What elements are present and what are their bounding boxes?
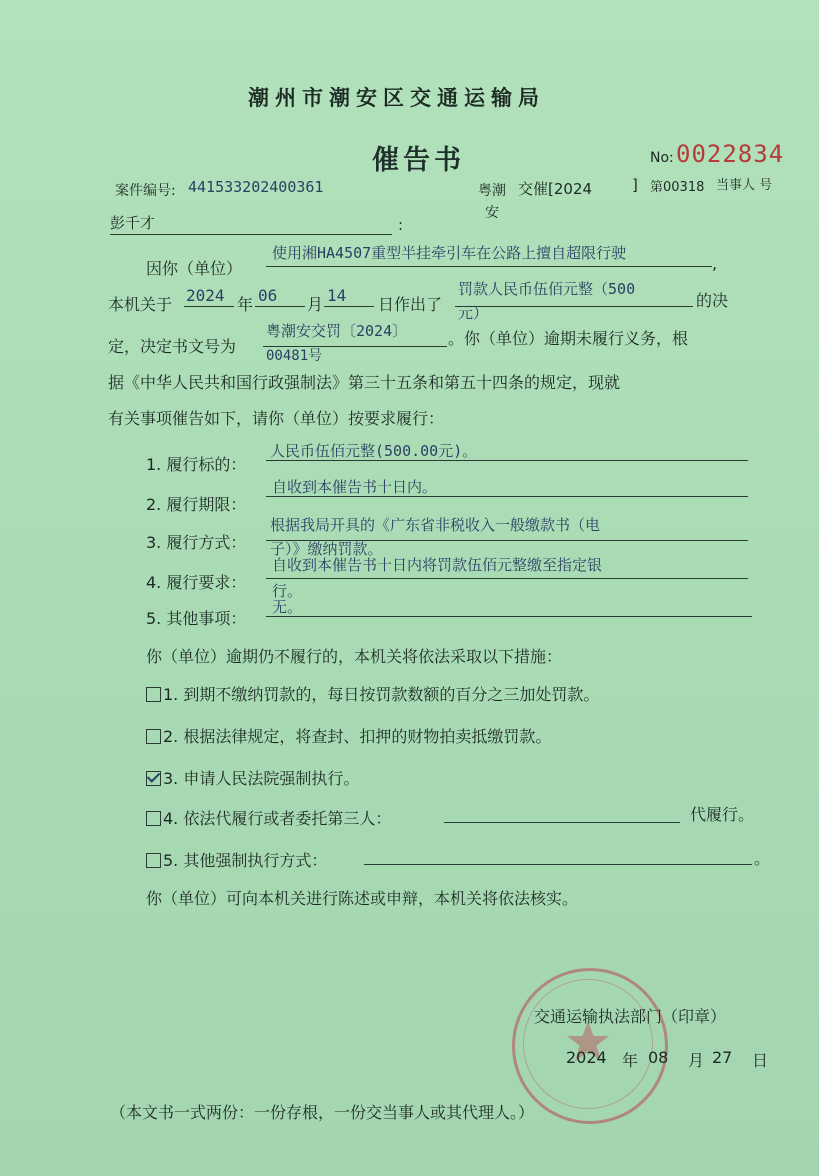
- penalty-line1: 罚款人民币伍佰元整（500: [458, 280, 636, 298]
- issue-year-char: 年: [622, 1051, 639, 1070]
- issue-day: 27: [712, 1048, 733, 1067]
- legal-basis: 据《中华人民共和国行政强制法》第三十五条和第五十四条的规定，现就: [108, 373, 621, 392]
- penalty-line2: 元）: [458, 304, 489, 322]
- measure-3-text: 3. 申请人民法院强制执行。: [163, 769, 360, 788]
- measure-3-checkbox-checked[interactable]: [146, 771, 161, 786]
- doc-ref-type: 交催[2024: [518, 180, 593, 198]
- decision-continued: 的决: [696, 291, 729, 310]
- year-char: 年: [237, 295, 254, 314]
- measure-4-checkbox[interactable]: [146, 811, 161, 826]
- item-4-value-cont: 行。: [272, 582, 303, 600]
- issue-day-char: 日: [752, 1051, 769, 1070]
- decision-ref-line1: 粤潮安交罚〔2024〕: [266, 322, 408, 340]
- month-char: 月: [307, 295, 324, 314]
- measure-4-tail: 代履行。: [690, 805, 755, 824]
- decision-ref-underline: [263, 346, 447, 347]
- measure-4: [146, 806, 391, 829]
- decision-year-underline: [184, 306, 234, 307]
- serial-number: 0022834: [676, 140, 785, 168]
- measure-4-text: 4. 依法代履行或者委托第三人：: [163, 809, 392, 828]
- decision-ref-intro: 定，决定书文号为: [108, 337, 237, 356]
- item-5-underline: [266, 616, 752, 617]
- recipient-name: 彭千才: [110, 214, 156, 232]
- issue-month: 08: [648, 1048, 669, 1067]
- decision-year: 2024: [186, 286, 225, 305]
- reason-intro: 因你（单位）: [146, 259, 243, 278]
- item-4-label: 4. 履行要求：: [146, 573, 247, 592]
- decision-made: 日作出了: [378, 295, 443, 314]
- overdue-text: 。你（单位）逾期未履行义务，根: [448, 329, 689, 348]
- document-title: 催告书: [372, 145, 465, 176]
- measure-1-text: 1. 到期不缴纳罚款的，每日按罚款数额的百分之三加处罚款。: [163, 685, 600, 704]
- doc-ref-prefix: 粤潮安: [478, 183, 506, 221]
- copies-footnote: （本文书一式两份：一份存根，一份交当事人或其代理人。）: [110, 1103, 535, 1122]
- violation-underline: [266, 266, 712, 267]
- decision-month-underline: [255, 306, 305, 307]
- issuing-authority: 潮州市潮安区交通运输局: [248, 86, 545, 110]
- measure-3: [146, 766, 359, 789]
- issuing-department: 交通运输执法部门（印章）: [534, 1007, 727, 1026]
- decision-intro: 本机关于: [108, 295, 173, 314]
- measure-1: [146, 682, 599, 705]
- serial-number-label: No:: [650, 150, 674, 166]
- decision-day-underline: [324, 306, 374, 307]
- official-seal: [512, 968, 668, 1124]
- issue-year: 2024: [566, 1048, 607, 1067]
- appeal-notice: 你（单位）可向本机关进行陈述或申辩，本机关将依法核实。: [146, 889, 579, 908]
- item-3-value: 根据我局开具的《广东省非税收入一般缴款书（电: [270, 516, 601, 534]
- item-5-label: 5. 其他事项：: [146, 609, 247, 628]
- item-4-value: 自收到本催告书十日内将罚款伍佰元整缴至指定银: [272, 556, 603, 574]
- item-2-underline: [266, 496, 748, 497]
- decision-ref-line2: 00481号: [266, 348, 323, 364]
- violation-description: 使用湘HA4507重型半挂牵引车在公路上擅自超限行驶: [272, 244, 627, 262]
- measure-5-underline: [364, 864, 752, 865]
- item-1-value: 人民币伍佰元整(500.00元)。: [270, 442, 478, 460]
- decision-month: 06: [258, 286, 278, 305]
- measure-1-checkbox[interactable]: [146, 687, 161, 702]
- case-number-label: 案件编号:: [115, 183, 176, 199]
- measure-5-checkbox[interactable]: [146, 853, 161, 868]
- reason-end: ,: [712, 254, 718, 273]
- item-3-underline: [266, 540, 748, 541]
- measure-4-underline: [444, 822, 680, 823]
- recipient-colon: :: [398, 216, 404, 234]
- doc-ref-suffix: 当事人 号: [716, 178, 773, 193]
- item-2-label: 2. 履行期限：: [146, 495, 247, 514]
- measure-5-text: 5. 其他强制执行方式：: [163, 851, 328, 870]
- penalty-underline: [455, 306, 693, 307]
- measure-5: [146, 848, 327, 871]
- item-1-underline: [266, 460, 748, 461]
- doc-ref-number: 第00318: [650, 180, 705, 195]
- measure-2: [146, 724, 551, 747]
- doc-ref-bracket: ]: [632, 176, 638, 194]
- issue-month-char: 月: [688, 1051, 705, 1070]
- notice-intro: 有关事项催告如下，请你（单位）按要求履行：: [108, 409, 445, 428]
- measure-2-checkbox[interactable]: [146, 729, 161, 744]
- case-number: 441533202400361: [188, 178, 324, 196]
- decision-day: 14: [327, 286, 347, 305]
- recipient-underline: [110, 234, 392, 235]
- item-5-value: 无。: [272, 598, 303, 616]
- item-3-label: 3. 履行方式：: [146, 533, 247, 552]
- item-1-label: 1. 履行标的：: [146, 455, 247, 474]
- item-4-underline: [266, 578, 748, 579]
- measure-2-text: 2. 根据法律规定，将查封、扣押的财物拍卖抵缴罚款。: [163, 727, 552, 746]
- item-3-value-cont: 子）》缴纳罚款。: [270, 540, 383, 558]
- measures-intro: 你（单位）逾期仍不履行的，本机关将依法采取以下措施：: [146, 647, 563, 666]
- measure-5-tail: 。: [754, 849, 771, 868]
- item-2-value: 自收到本催告书十日内。: [272, 478, 438, 496]
